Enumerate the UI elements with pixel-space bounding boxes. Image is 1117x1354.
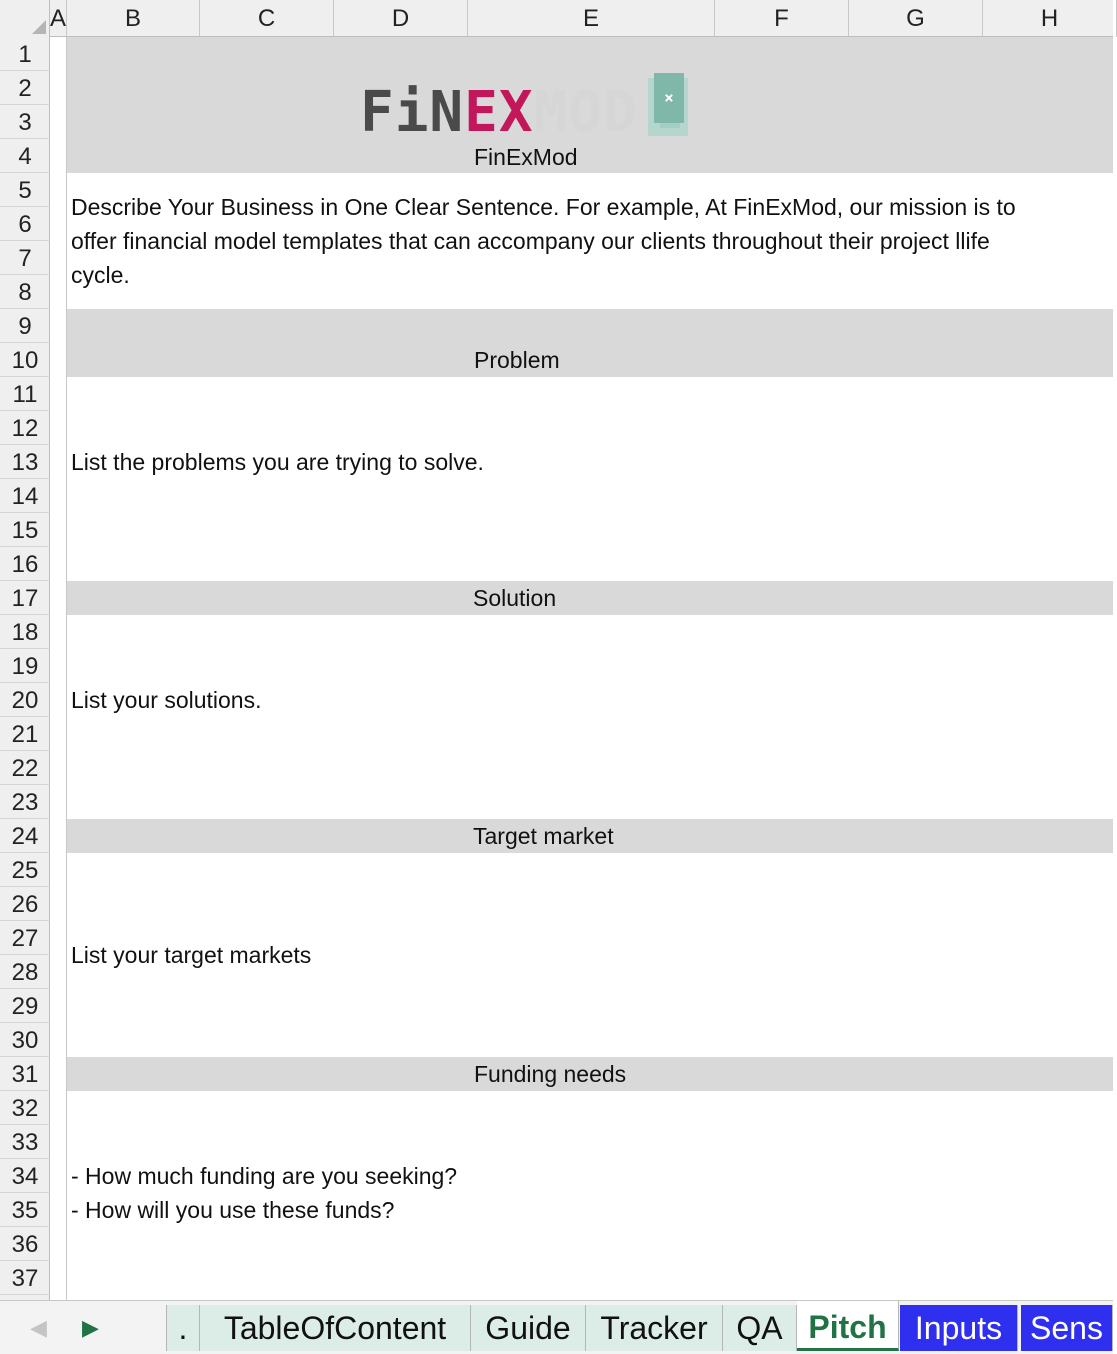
finexmod-logo: [360, 73, 700, 143]
tab-sens[interactable]: Sens: [1021, 1305, 1113, 1351]
row-header[interactable]: 34: [0, 1159, 50, 1193]
column-header-bar: [0, 0, 1113, 37]
logo-badge-text: ×: [664, 88, 674, 107]
row-header[interactable]: 31: [0, 1057, 50, 1091]
next-sheet-arrow-icon[interactable]: ▶: [82, 1315, 99, 1340]
row-header[interactable]: 19: [0, 649, 50, 683]
row-header[interactable]: 23: [0, 785, 50, 819]
row-header[interactable]: 36: [0, 1227, 50, 1261]
row-header[interactable]: 7: [0, 241, 50, 275]
funding-line-1: - How much funding are you seeking?: [71, 1163, 458, 1189]
sheet-tab-bar: [0, 1300, 1113, 1354]
row-header[interactable]: 27: [0, 921, 50, 955]
row-header[interactable]: 25: [0, 853, 50, 887]
tab-tracker[interactable]: Tracker: [586, 1305, 723, 1351]
funding-line-2: - How will you use these funds?: [71, 1197, 395, 1223]
row-header[interactable]: 21: [0, 717, 50, 751]
column-header-b[interactable]: B: [67, 0, 200, 37]
funding-needs-title: Funding needs: [474, 1061, 627, 1087]
row-header[interactable]: 8: [0, 275, 50, 309]
row-header[interactable]: 10: [0, 343, 50, 377]
problem-band[interactable]: [67, 309, 1113, 377]
problem-body: List the problems you are trying to solve.: [71, 449, 484, 475]
problem-title: Problem: [474, 347, 560, 373]
row-header[interactable]: 2: [0, 71, 50, 105]
row-header[interactable]: 4: [0, 139, 50, 173]
row-header[interactable]: 12: [0, 411, 50, 445]
finexmod-logo-graphic: [360, 73, 700, 143]
tab-inputs[interactable]: Inputs: [900, 1305, 1018, 1351]
row-header[interactable]: 3: [0, 105, 50, 139]
previous-sheet-arrow-icon[interactable]: ◀: [30, 1315, 47, 1340]
row-header[interactable]: 1: [0, 37, 50, 71]
company-name: FinExMod: [474, 144, 578, 170]
row-header[interactable]: 24: [0, 819, 50, 853]
column-a-cells[interactable]: [50, 37, 67, 1300]
row-header[interactable]: 18: [0, 615, 50, 649]
solution-body: List your solutions.: [71, 687, 262, 713]
logo-wordmark: FiNEXMOD: [360, 80, 638, 145]
row-header[interactable]: 30: [0, 1023, 50, 1057]
row-header[interactable]: 17: [0, 581, 50, 615]
row-header[interactable]: 22: [0, 751, 50, 785]
row-header[interactable]: 14: [0, 479, 50, 513]
column-header-g[interactable]: G: [849, 0, 983, 37]
description-line-3: cycle.: [71, 262, 130, 288]
description-line-2: offer financial model templates that can accompany our clients throughout their project llife: [71, 228, 990, 254]
row-header[interactable]: 35: [0, 1193, 50, 1227]
column-header-a[interactable]: A: [50, 0, 67, 37]
tab-pitch[interactable]: Pitch: [797, 1301, 899, 1351]
solution-title: Solution: [473, 585, 557, 611]
column-header-h[interactable]: H: [983, 0, 1117, 37]
description-line-1: Describe Your Business in One Clear Sentence. For example, At FinExMod, our mission is to: [71, 194, 1016, 220]
tab-guide[interactable]: Guide: [471, 1305, 586, 1351]
column-header-e[interactable]: E: [468, 0, 715, 37]
select-all-triangle: [32, 20, 46, 34]
row-header[interactable]: 37: [0, 1261, 50, 1295]
row-header[interactable]: 32: [0, 1091, 50, 1125]
row-header[interactable]: 16: [0, 547, 50, 581]
row-header-bar: [0, 37, 50, 1300]
row-header[interactable]: 15: [0, 513, 50, 547]
row-header[interactable]: 5: [0, 173, 50, 207]
solution-band[interactable]: [67, 581, 1113, 615]
target-market-title: Target market: [473, 823, 614, 849]
row-header[interactable]: 33: [0, 1125, 50, 1159]
row-header[interactable]: 13: [0, 445, 50, 479]
column-header-d[interactable]: D: [334, 0, 468, 37]
target-market-body: List your target markets: [71, 942, 312, 968]
select-all-corner[interactable]: [0, 0, 50, 37]
tab-tableofcontent[interactable]: TableOfContent: [200, 1305, 471, 1351]
row-header[interactable]: 6: [0, 207, 50, 241]
tab-qa[interactable]: QA: [723, 1305, 797, 1351]
row-header[interactable]: 28: [0, 955, 50, 989]
column-header-f[interactable]: F: [715, 0, 849, 37]
tab-dot[interactable]: .: [166, 1305, 200, 1351]
row-header[interactable]: 26: [0, 887, 50, 921]
row-header[interactable]: 9: [0, 309, 50, 343]
row-header[interactable]: 20: [0, 683, 50, 717]
row-header[interactable]: 29: [0, 989, 50, 1023]
row-header[interactable]: 11: [0, 377, 50, 411]
column-header-c[interactable]: C: [200, 0, 334, 37]
